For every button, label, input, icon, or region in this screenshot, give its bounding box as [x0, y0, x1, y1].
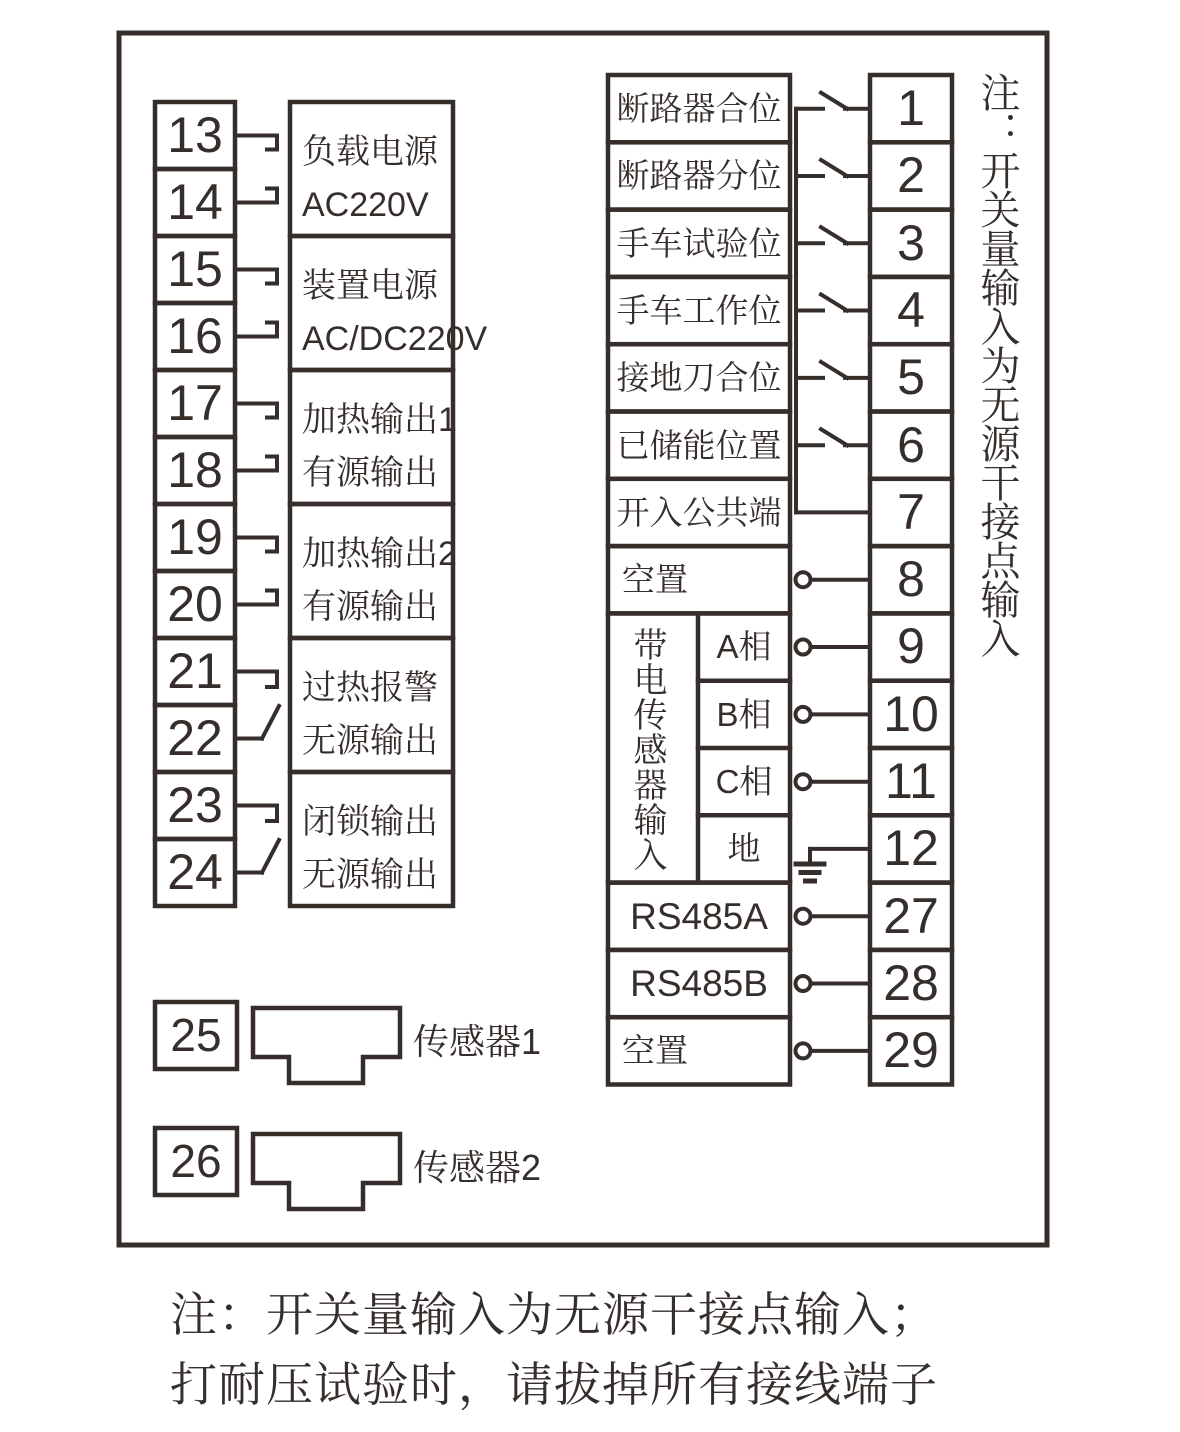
footnote-line-1: 注：开关量输入为无源干接点输入； [170, 1288, 938, 1341]
terminal-29: 29 [883, 1022, 939, 1079]
terminal-20: 20 [167, 576, 223, 632]
terminal-6: 6 [897, 416, 925, 473]
rj45-connector-icon [253, 1008, 400, 1083]
label-handcart-test: 手车试验位 [616, 224, 782, 262]
label-ground: 地 [727, 830, 761, 868]
terminal-24: 24 [167, 844, 223, 900]
terminal-9: 9 [897, 618, 925, 675]
label-input-common: 开入公共端 [616, 493, 782, 531]
label-phase-b: B相 [716, 695, 772, 733]
left-plug-connectors [235, 136, 277, 605]
label-line: 负载电源 [302, 133, 438, 171]
terminal-27: 27 [883, 887, 939, 944]
label-line: 有源输出 [302, 454, 438, 492]
terminal-2: 2 [897, 147, 925, 204]
label-breaker-closed: 断路器合位 [616, 90, 782, 127]
terminal-4: 4 [897, 281, 925, 338]
label-breaker-open: 断路器分位 [616, 157, 782, 195]
terminal-16: 16 [167, 308, 223, 364]
label-line: 加热输出2 [302, 535, 457, 573]
label-line: 无源输出 [302, 722, 438, 760]
label-heat-output-2 [302, 528, 457, 662]
left-contact-symbols [235, 672, 279, 873]
footnote-line-2: 打耐压试验时，请拔掉所有接线端子 [170, 1358, 938, 1411]
label-line: AC/DC220V [302, 320, 488, 358]
label-line: 装置电源 [302, 267, 438, 305]
label-phase-c: C相 [715, 763, 773, 800]
label-line: 无源输出 [302, 856, 438, 894]
label-sensor-2: 传感器2 [413, 1147, 542, 1188]
label-live-sensor-input: 带电传感器输入 [628, 627, 666, 872]
label-lockout-output [302, 796, 452, 930]
terminal-5: 5 [897, 349, 925, 406]
terminal-26: 26 [170, 1135, 222, 1187]
label-phase-a: A相 [716, 628, 772, 666]
terminal-18: 18 [167, 442, 223, 498]
label-line: 闭锁输出 [302, 803, 438, 841]
terminal-3: 3 [897, 214, 925, 271]
label-vacant-8: 空置 [622, 561, 688, 599]
label-line: 有源输出 [302, 588, 438, 626]
label-device-power [302, 260, 488, 394]
label-vacant-29: 空置 [622, 1032, 688, 1070]
label-sensor-1: 传感器1 [413, 1021, 542, 1062]
label-line: 加热输出1 [302, 401, 457, 439]
label-rs485b: RS485B [630, 962, 768, 1004]
terminal-28: 28 [883, 954, 939, 1011]
terminal-17: 17 [167, 375, 223, 431]
terminal-23: 23 [167, 777, 223, 833]
label-rs485a: RS485A [630, 895, 768, 937]
open-terminal-wires [796, 572, 871, 1058]
label-line: 过热报警 [302, 669, 438, 707]
label-overheat-alarm [302, 662, 452, 796]
terminal-25: 25 [170, 1009, 222, 1061]
terminal-1: 1 [897, 80, 925, 136]
terminal-7: 7 [897, 483, 925, 540]
terminal-11: 11 [885, 753, 937, 809]
terminal-22: 22 [167, 710, 223, 766]
label-load-power [302, 126, 452, 260]
terminal-15: 15 [167, 241, 223, 297]
label-handcart-work: 手车工作位 [616, 291, 782, 329]
side-note-vertical: 注：开关量输入为无源干接点输入 [975, 72, 1019, 657]
input-switch-wiring [796, 93, 870, 513]
terminal-10: 10 [883, 685, 939, 742]
rj45-connector-icon [253, 1134, 400, 1209]
ground-symbol-icon [796, 849, 870, 881]
label-ground-knife: 接地刀合位 [616, 359, 782, 397]
label-energy-stored: 已储能位置 [616, 426, 782, 464]
label-line: AC220V [302, 186, 429, 224]
terminal-13: 13 [167, 107, 223, 163]
label-heat-output-1 [302, 394, 457, 528]
terminal-12: 12 [883, 820, 939, 877]
terminal-21: 21 [167, 643, 223, 699]
terminal-14: 14 [167, 174, 223, 230]
terminal-8: 8 [897, 551, 925, 608]
terminal-19: 19 [167, 509, 223, 565]
